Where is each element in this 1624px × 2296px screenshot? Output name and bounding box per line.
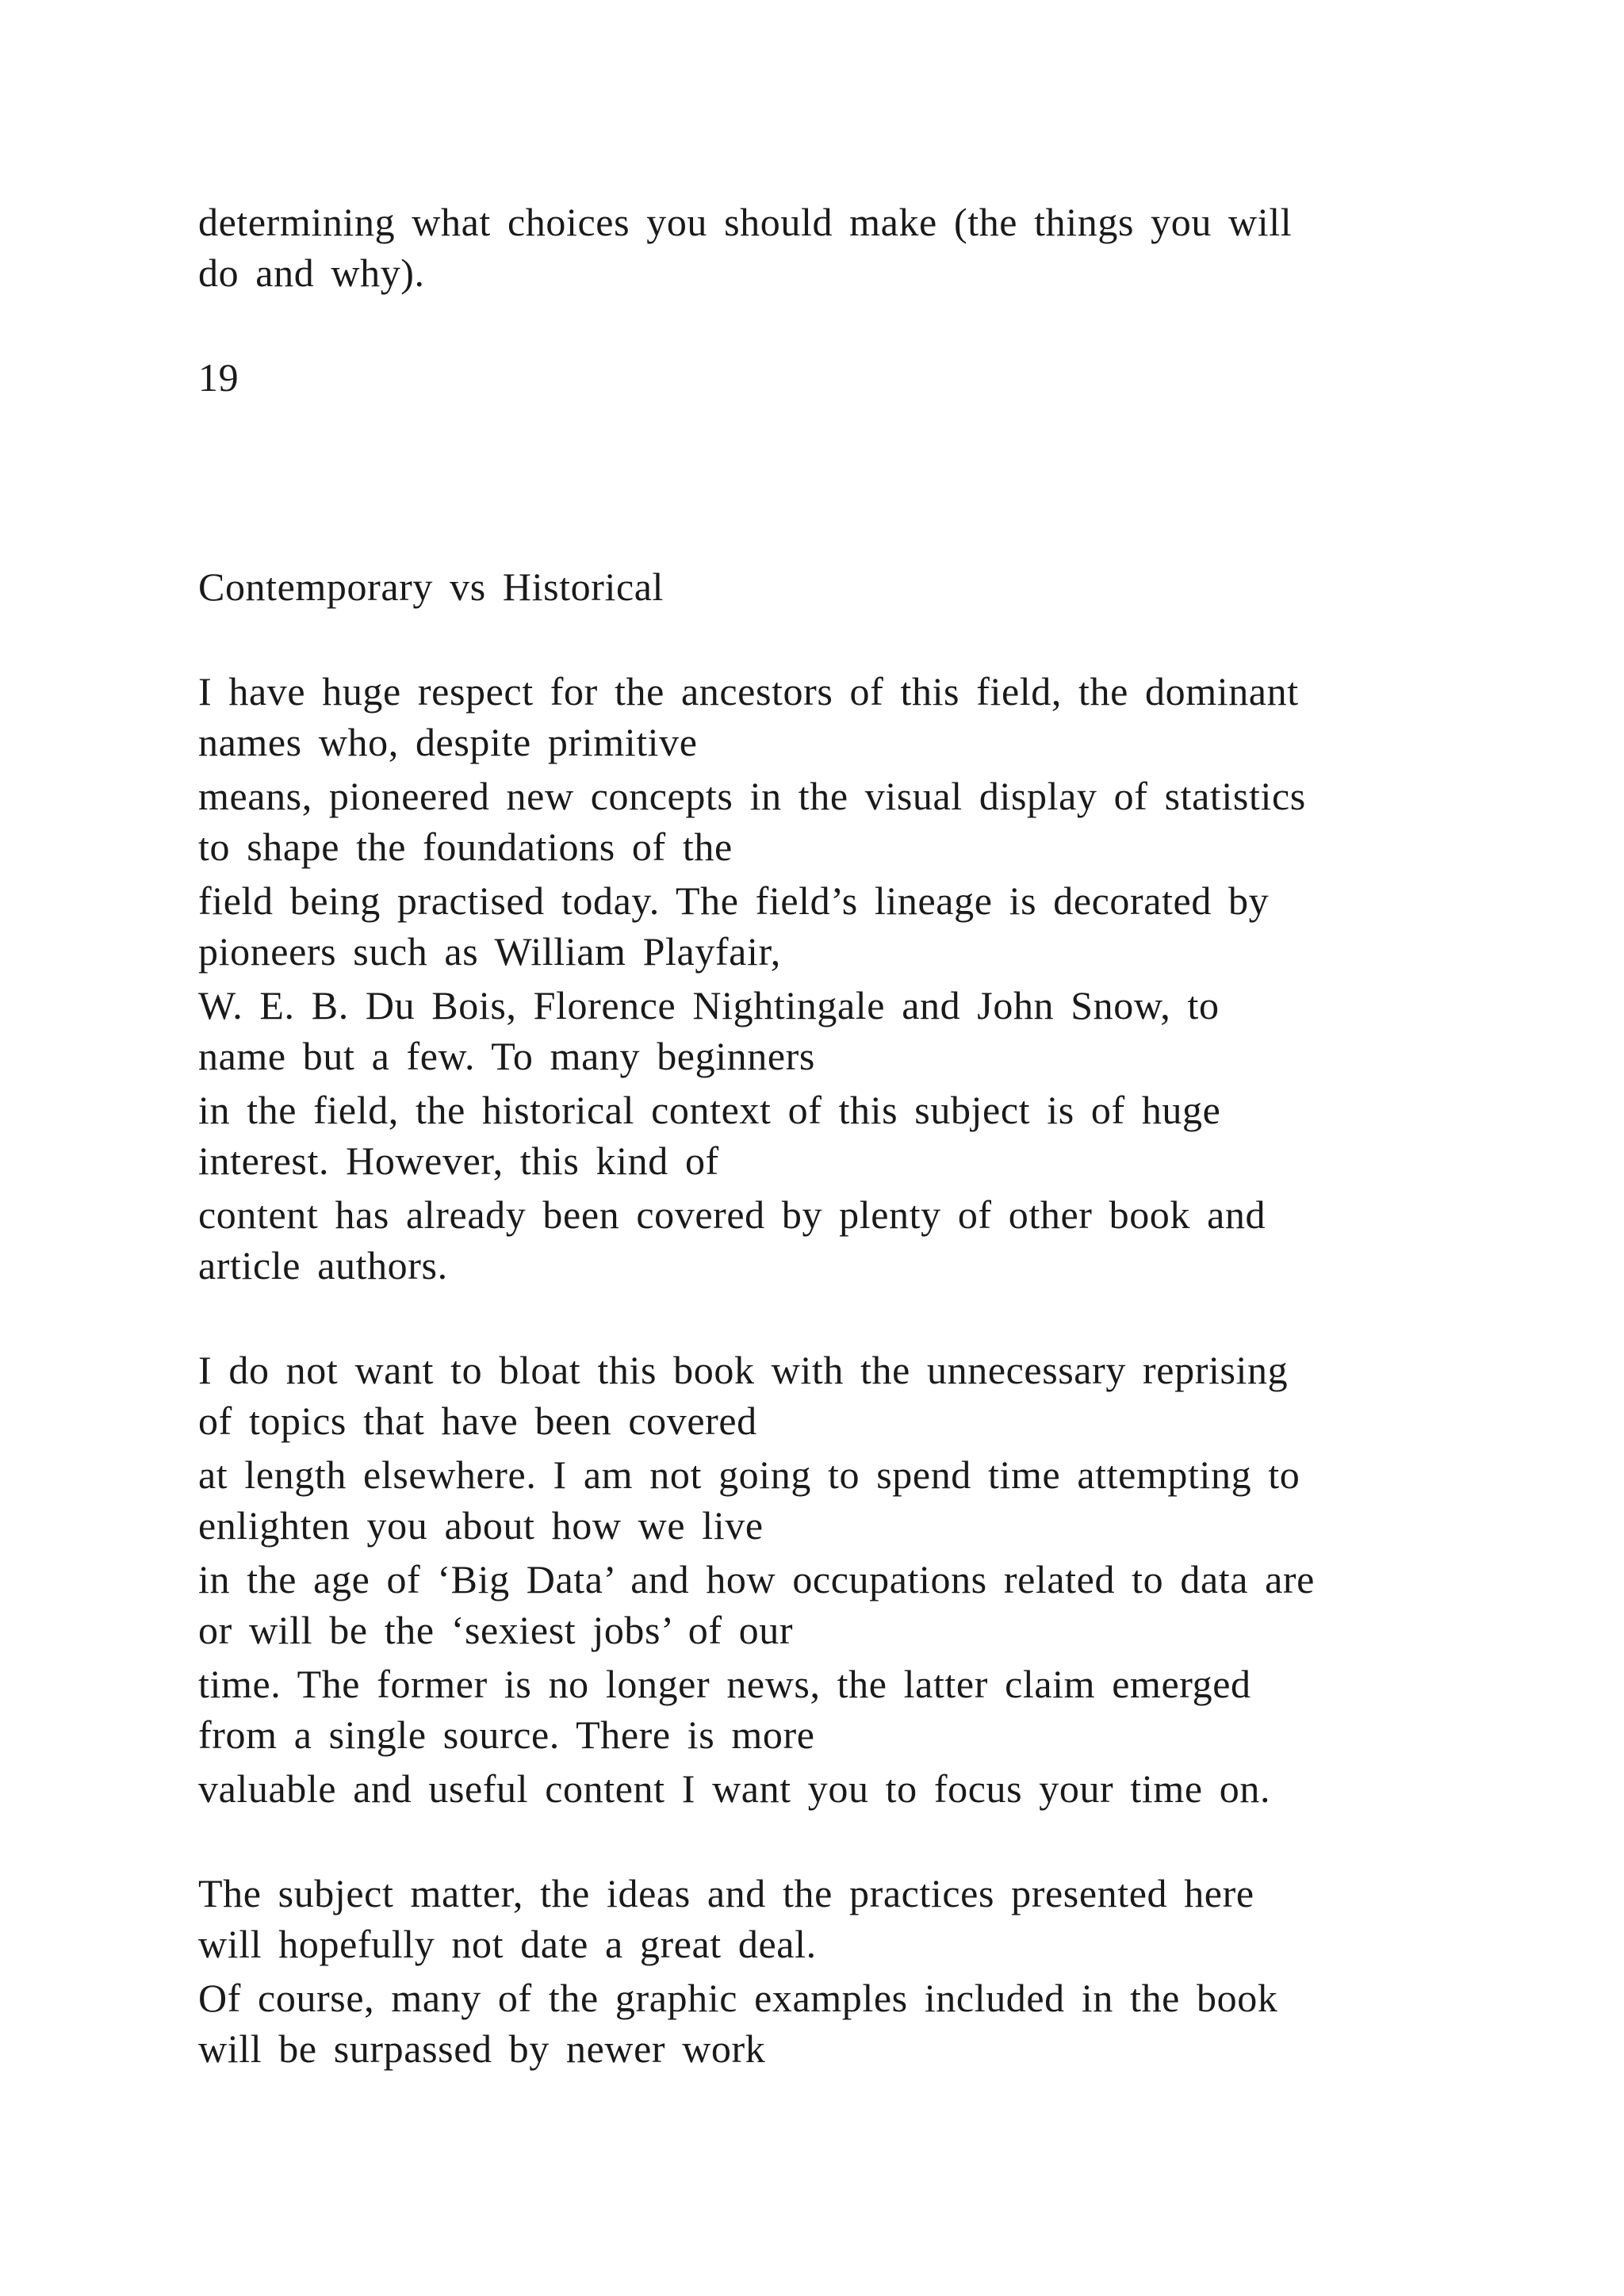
text-line: names who, despite primitive	[198, 720, 698, 764]
text-line: do and why).	[198, 251, 425, 295]
text-line: I do not want to bloat this book with the unnecessary reprising	[198, 1348, 1289, 1392]
text-line: or will be the ‘sexiest jobs’ of our	[198, 1608, 794, 1652]
text-line: determining what choices you should make (the things you will	[198, 200, 1293, 244]
text-line: time. The former is no longer news, the latter claim emerged	[198, 1662, 1251, 1706]
text-line: W. E. B. Du Bois, Florence Nightingale and John Snow, to	[198, 983, 1220, 1027]
text-line: pioneers such as William Playfair,	[198, 929, 781, 974]
text-line: valuable and useful content I want you to focus your time on.	[198, 1766, 1271, 1811]
section-heading: Contemporary vs Historical	[198, 564, 665, 609]
text-line: means, pioneered new concepts in the visual display of statistics	[198, 774, 1306, 818]
page-number: 19	[198, 355, 239, 400]
text-line: will be surpassed by newer work	[198, 2026, 766, 2071]
text-line: interest. However, this kind of	[198, 1138, 719, 1183]
text-line: I have huge respect for the ancestors of this field, the dominant	[198, 669, 1299, 714]
text-line: in the field, the historical context of this subject is of huge	[198, 1088, 1221, 1132]
document-page	[198, 0, 1435, 2296]
text-line: will hopefully not date a great deal.	[198, 1922, 817, 1966]
text-line: at length elsewhere. I am not going to spend time attempting to	[198, 1452, 1300, 1497]
text-line: content has already been covered by plenty of other book and	[198, 1192, 1266, 1237]
text-line: article authors.	[198, 1243, 448, 1288]
text-line: field being practised today. The field’s lineage is decorated by	[198, 878, 1270, 923]
text-line: to shape the foundations of the	[198, 825, 733, 869]
text-line: enlighten you about how we live	[198, 1503, 764, 1548]
text-line: in the age of ‘Big Data’ and how occupations related to data are	[198, 1557, 1315, 1601]
text-line: The subject matter, the ideas and the practices presented here	[198, 1871, 1254, 1915]
text-line: name but a few. To many beginners	[198, 1034, 815, 1078]
text-line: Of course, many of the graphic examples included in the book	[198, 1976, 1278, 2020]
text-line: of topics that have been covered	[198, 1399, 757, 1443]
text-line: from a single source. There is more	[198, 1712, 815, 1757]
